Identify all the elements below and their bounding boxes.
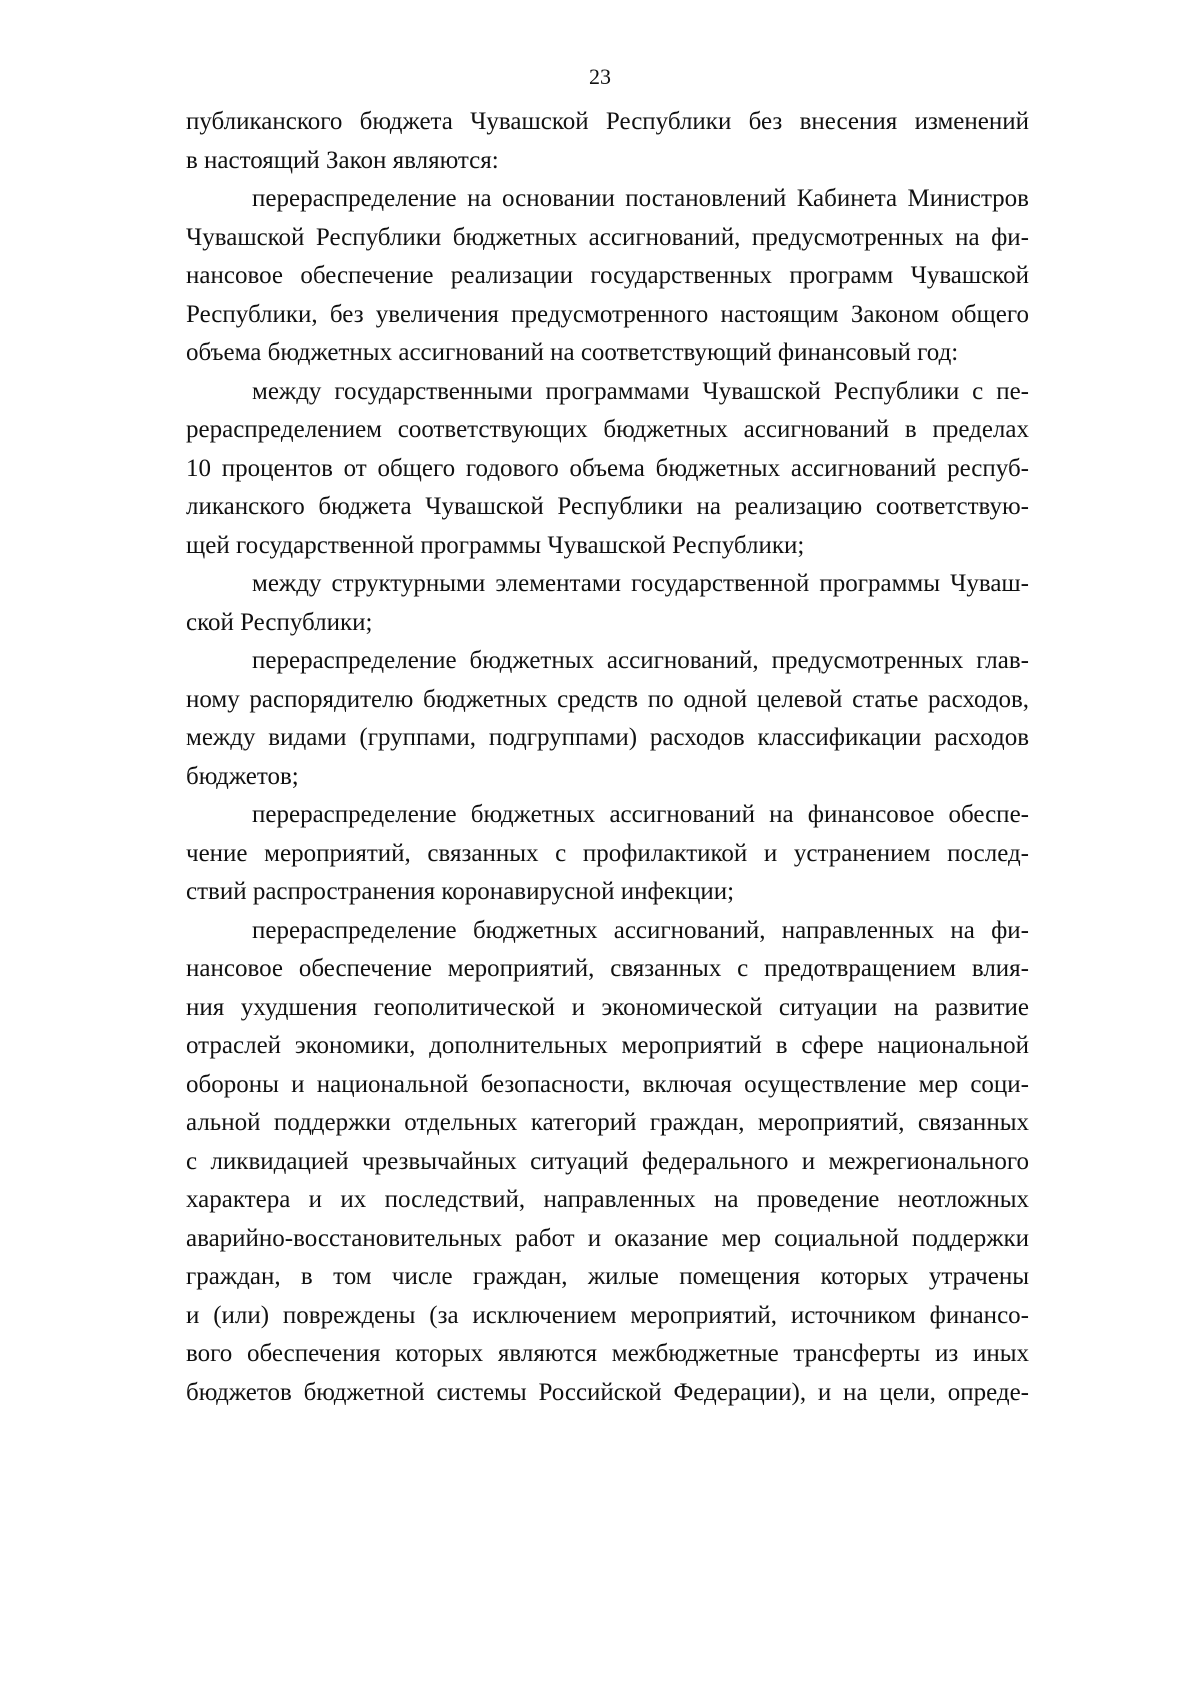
text-line: ской Республики; — [186, 608, 373, 636]
text-line: рераспределением соответствующих бюджетных ассигнований в пределах — [186, 416, 1029, 443]
text-line: между видами (группами, подгруппами) расходов классификации расходов — [186, 724, 1029, 751]
text-line: Республики, без увеличения предусмотренного настоящим Законом общего — [186, 300, 1029, 328]
text-line: бюджетов; — [186, 762, 299, 790]
text-line: щей государственной программы Чувашской Республики; — [186, 531, 805, 559]
text-line: ния ухудшения геополитической и экономической ситуации на развитие — [186, 993, 1029, 1021]
text-line: характера и их последствий, направленных на проведение неотложных — [186, 1186, 1029, 1213]
paragraph-first-line: перераспределение бюджетных ассигнований, направленных на фи- — [252, 916, 1029, 944]
text-line: вого обеспечения которых являются межбюджетные трансферты из иных — [186, 1340, 1029, 1367]
paragraph-first-line: перераспределение на основании постановлений Кабинета Министров — [252, 185, 1029, 212]
text-line: альной поддержки отдельных категорий граждан, мероприятий, связанных — [186, 1109, 1029, 1136]
text-line: в настоящий Закон являются: — [186, 146, 499, 174]
text-line: ликанского бюджета Чувашской Республики на реализацию соответствую- — [186, 493, 1029, 520]
text-line: обороны и национальной безопасности, включая осуществление мер соци- — [186, 1070, 1029, 1098]
text-line: граждан, в том числе граждан, жилые помещения которых утрачены — [186, 1263, 1029, 1290]
page-number: 23 — [589, 64, 611, 89]
text-line: ному распорядителю бюджетных средств по одной целевой статье расходов, — [186, 685, 1029, 713]
text-line: нансовое обеспечение реализации государственных программ Чувашской — [186, 262, 1029, 289]
text-line: чение мероприятий, связанных с профилактикой и устранением послед- — [186, 839, 1029, 867]
text-line: публиканского бюджета Чувашской Республики без внесения изменений — [186, 108, 1029, 135]
text-line: с ликвидацией чрезвычайных ситуаций федерального и межрегионального — [186, 1147, 1029, 1175]
paragraph-first-line: между государственными программами Чувашской Республики с пе- — [252, 377, 1029, 405]
paragraph-first-line: перераспределение бюджетных ассигнований, предусмотренных глав- — [252, 647, 1029, 674]
text-line: объема бюджетных ассигнований на соответствующий финансовый год: — [186, 339, 959, 366]
text-line: нансовое обеспечение мероприятий, связанных с предотвращением влия- — [186, 955, 1029, 982]
text-line: и (или) повреждены (за исключением мероприятий, источником финансо- — [186, 1301, 1029, 1329]
text-line: отраслей экономики, дополнительных мероприятий в сфере национальной — [186, 1032, 1029, 1059]
text-line: Чувашской Республики бюджетных ассигнований, предусмотренных на фи- — [186, 223, 1029, 251]
paragraph-first-line: перераспределение бюджетных ассигнований на финансовое обеспе- — [252, 801, 1029, 828]
text-line: бюджетов бюджетной системы Российской Федерации), и на цели, опреде- — [186, 1378, 1029, 1406]
body-text — [186, 103, 1029, 1412]
text-line: аварийно-восстановительных работ и оказание мер социальной поддержки — [186, 1224, 1029, 1252]
paragraph-first-line: между структурными элементами государственной программы Чуваш- — [252, 570, 1029, 597]
text-line: 10 процентов от общего годового объема бюджетных ассигнований респуб- — [186, 454, 1029, 482]
text-line: ствий распространения коронавирусной инфекции; — [186, 878, 735, 905]
